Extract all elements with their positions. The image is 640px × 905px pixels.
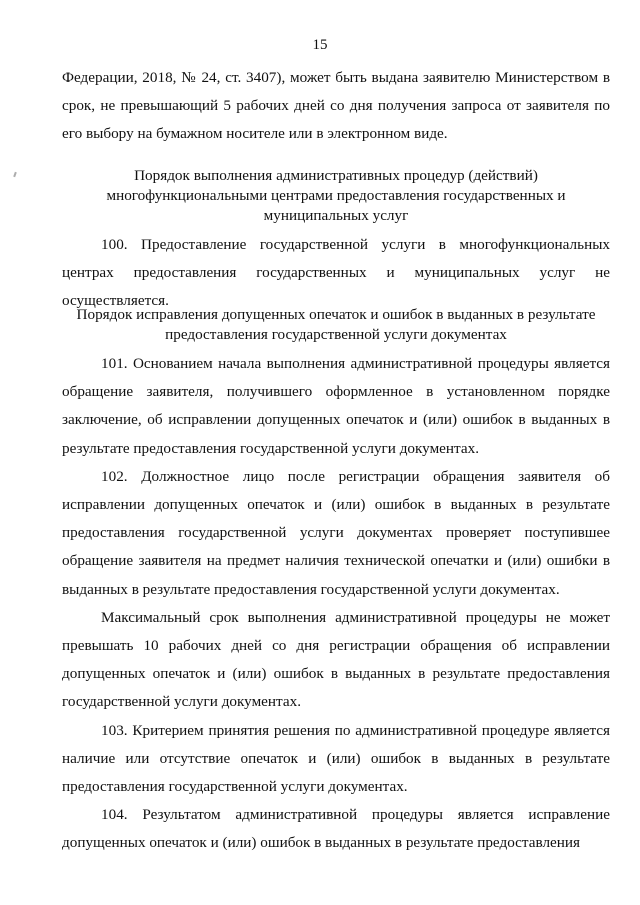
paragraph-intro-block bbox=[62, 64, 610, 149]
scan-speck bbox=[13, 172, 17, 177]
paragraph-103: 103. Критерием принятия решения по административной процедуре является наличие или отсутствие опечаток и (или) ошибок в выданных в результате предоставления государственной услуги документах. bbox=[62, 721, 610, 796]
section-heading-mfc: Порядок выполнения административных процедур (действий) многофункциональными центрами предоставления государственных и муниципальных услуг bbox=[106, 167, 566, 224]
paragraph-100-block bbox=[62, 231, 610, 316]
paragraph-101: 101. Основанием начала выполнения административной процедуры является обращение заявителя, получившего оформленное в установленном порядке заключение, об исправлении допущенных опечаток и (или) ошибок в выданных в результате предоставления государственной услуги документах. bbox=[62, 355, 610, 457]
paragraph-100: 100. Предоставление государственной услуги в многофункциональных центрах предоставления государственных и муниципальных услуг не осуществляется. bbox=[62, 236, 610, 310]
page-number: 15 bbox=[312, 37, 328, 53]
paragraph-max-term: Максимальный срок выполнения административной процедуры не может превышать 10 рабочих дней со дня регистрации обращения об исправлении допущенных опечаток и (или) ошибок в выданных в результате предоставления государственной услуги документах. bbox=[62, 608, 610, 711]
section-heading-errors: Порядок исправления допущенных опечаток и ошибок в выданных в результате предоставления государственной услуги документах bbox=[76, 306, 596, 343]
body-paragraphs bbox=[62, 350, 610, 858]
paragraph-intro: Федерации, 2018, № 24, ст. 3407), может быть выдана заявителю Министерством в срок, не превышающий 5 рабочих дней со дня получения запроса от заявителя по его выбору на бумажном носителе или в электронном виде. bbox=[62, 69, 610, 143]
paragraph-102: 102. Должностное лицо после регистрации обращения заявителя об исправлении допущенных опечаток и (или) ошибок в выданных в результате предоставления государственной услуги документах проверяет поступившее обращение заявителя на предмет наличия технической опечатки и (или) ошибки в выданных в результате предоставления государственной услуги документах. bbox=[62, 467, 610, 598]
paragraph-104: 104. Результатом административной процедуры является исправление допущенных опечаток и (или) ошибок в выданных в результате предоставления bbox=[62, 806, 610, 852]
